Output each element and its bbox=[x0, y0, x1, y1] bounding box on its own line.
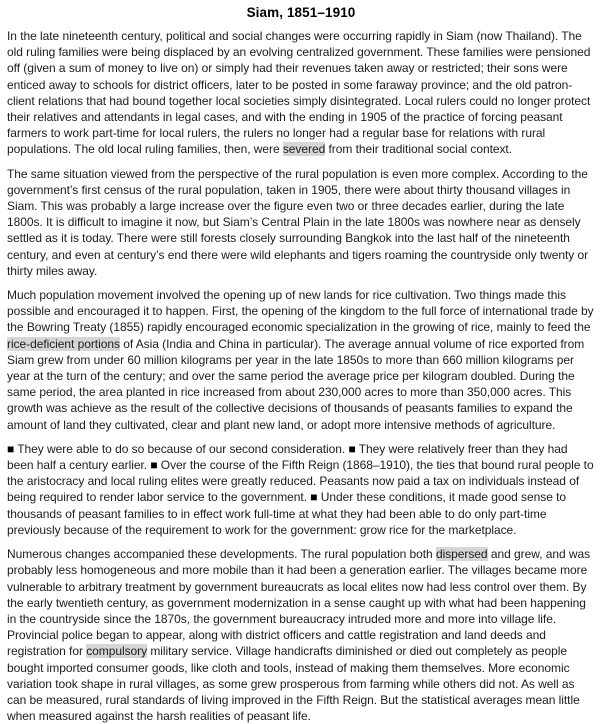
passage-text: Over the course of the Fifth Reign (1868–1910), the ties that bound rural people to the aristocracy and local ruling elites were greatly reduced. Peasants now paid a tax on individuals instead of being required to render labor service to the government. bbox=[7, 458, 594, 505]
passage-text: Numerous changes accompanied these developments. The rural population both bbox=[7, 547, 436, 562]
passage-title: Siam, 1851–1910 bbox=[246, 5, 356, 20]
passage-paragraph bbox=[7, 441, 595, 538]
passage-paragraph bbox=[7, 28, 595, 158]
passage-text: Much population movement involved the opening up of new lands for rice cultivation. Two things made this possible and encouraged it to happen. First, the opening of the kingdom to the full force of international trade by the Bowring Treaty (1855) rapidly encouraged economic specialization in the growing of rice, mainly to feed the bbox=[7, 288, 594, 335]
passage-text: from their traditional social context. bbox=[325, 142, 513, 157]
passage-paragraph bbox=[7, 287, 595, 433]
insert-sentence-marker[interactable]: ■ bbox=[310, 490, 318, 505]
passage-text: They were relatively freer than they had been half a century earlier. bbox=[7, 441, 568, 473]
insert-sentence-marker[interactable]: ■ bbox=[7, 441, 15, 456]
highlighted-term: severed bbox=[282, 142, 326, 157]
insert-sentence-marker[interactable]: ■ bbox=[150, 458, 158, 473]
insert-sentence-marker[interactable]: ■ bbox=[348, 441, 356, 456]
passage-paragraph bbox=[7, 546, 595, 724]
passage-text: of Asia (India and China in particular). The average annual volume of rice exported from Siam grew from under 60 million kilograms per year in the late 1850s to more than 660 million kilograms per year at the turn of the century; and over the same period the average price per kilogram doubled. During the same period, the area planted in rice increased from about 230,000 acres to more than 350,000 acres. This growth was achieve as the result of the collective decisions of thousands of peasants families to expand the amount of land they cultivated, clear and plant new land, or adopt more intensive methods of agriculture. bbox=[7, 336, 585, 432]
passage-text: and grew, and was probably less homogeneous and more mobile than it had been a generation earlier. The villages became more vulnerable to arbitrary treatment by government bureaucrats as local elites now had less control over them. By the early twentieth century, as government modernization in a sense caught up with what had been happening in the countryside since the 1870s, the government bureaucracy intruded more and more into village life. Provincial police began to appear, along with district officers and cattle registration and land deeds and registration for bbox=[7, 547, 591, 659]
passage-text: The same situation viewed from the perspective of the rural population is even more complex. According to the government’s first census of the rural population, taken in 1905, there were about thirty thousand villages in Siam. This was probably a large increase over the figure even two or three decades earlier, during the late 1800s. It is difficult to imagine it now, but Siam’s Central Plain in the late 1800s was nowhere near as densely settled as it is today. There were still forests closely surrounding Bangkok into the last half of the nineteenth century, and even at century’s end there were wild elephants and tigers roaming the countryside only twenty or thirty miles away. bbox=[7, 166, 589, 278]
highlighted-term: dispersed bbox=[435, 547, 488, 562]
passage-text: Under these conditions, it made good sense to thousands of peasant families to in effect work full-time at what they had been able to do only part-time previously because of the requirement to work for the government: grow rice for the marketplace. bbox=[7, 490, 567, 537]
passage-text: In the late nineteenth century, political and social changes were occurring rapidly in Siam (now Thailand). The old ruling families were being displaced by an evolving centralized government. These families were pensioned off (given a sum of money to live on) or simply had their revenues taken away or restricted; their sons were enticed away to schools for district officers, later to be posted in some faraway province; and the old patron-client relations that had bound together local societies simply disintegrated. Local rulers could no longer protect their relatives and attendants in legal cases, and with the ending in 1905 of the practice of forcing peasant farmers to work part-time for local rulers, the rulers no longer had a regular base for relations with rural populations. The old local ruling families, then, were bbox=[7, 29, 591, 157]
highlighted-term: compulsory bbox=[86, 644, 148, 659]
passage-text: They were able to do so because of our second consideration. bbox=[14, 441, 349, 456]
passage-text: military service. Village handicrafts diminished or died out completely as people bought imported consumer goods, like cloth and tools, instead of making them themselves. More economic variation took shape in rural villages, as some grew prosperous from farming while others did not. As well as can be measured, rural standards of living improved in the Fifth Reign. But the statistical averages mean little when measured against the harsh realities of peasant life. bbox=[7, 644, 580, 724]
passage-paragraph bbox=[7, 166, 595, 279]
highlighted-term: rice-deficient portions bbox=[7, 336, 120, 351]
passage-body bbox=[7, 28, 595, 724]
